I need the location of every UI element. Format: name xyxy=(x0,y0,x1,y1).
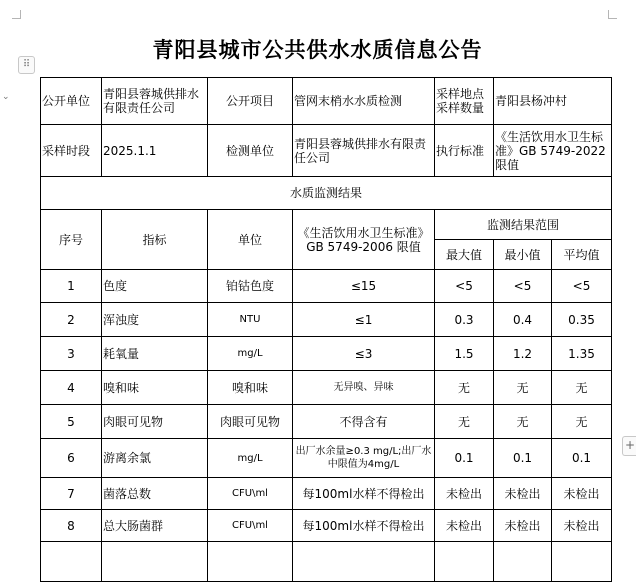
table-row xyxy=(41,478,612,510)
empty-cell xyxy=(552,542,612,582)
empty-cell xyxy=(102,542,208,582)
row-indicator: 浑浊度 xyxy=(102,303,208,337)
row-no: 8 xyxy=(41,510,102,542)
chevron-down-icon[interactable]: ⌄ xyxy=(2,92,10,102)
std-label: 执行标准 xyxy=(435,125,494,177)
row-max: 0.3 xyxy=(435,303,494,337)
row-min: 0.1 xyxy=(494,439,552,478)
row-avg: 未检出 xyxy=(552,510,612,542)
row-no: 1 xyxy=(41,270,102,303)
water-quality-table xyxy=(40,77,612,582)
add-column-icon[interactable]: + xyxy=(622,436,636,456)
header-row-1 xyxy=(41,78,612,125)
unit-label: 公开单位 xyxy=(41,78,102,125)
row-min: 无 xyxy=(494,371,552,405)
row-indicator: 嗅和味 xyxy=(102,371,208,405)
col-max: 最大值 xyxy=(435,240,494,270)
row-indicator: 肉眼可见物 xyxy=(102,405,208,439)
time-label: 采样时段 xyxy=(41,125,102,177)
table-row xyxy=(41,510,612,542)
row-avg: 1.35 xyxy=(552,337,612,371)
row-no: 5 xyxy=(41,405,102,439)
row-indicator: 色度 xyxy=(102,270,208,303)
row-avg: 0.35 xyxy=(552,303,612,337)
row-unit: mg/L xyxy=(208,439,293,478)
empty-cell xyxy=(494,542,552,582)
table-row xyxy=(41,405,612,439)
header-row-2 xyxy=(41,125,612,177)
dept-value: 青阳县蓉城供排水有限责任公司 xyxy=(293,125,435,177)
row-limit: ≤3 xyxy=(293,337,435,371)
row-unit: 铂钴色度 xyxy=(208,270,293,303)
row-min: 未检出 xyxy=(494,478,552,510)
std-value: 《生活饮用水卫生标准》GB 5749-2022 限值 xyxy=(494,125,612,177)
row-unit: 嗅和味 xyxy=(208,371,293,405)
row-no: 3 xyxy=(41,337,102,371)
row-unit: mg/L xyxy=(208,337,293,371)
table-row xyxy=(41,270,612,303)
row-indicator: 总大肠菌群 xyxy=(102,510,208,542)
empty-cell xyxy=(293,542,435,582)
table-row xyxy=(41,439,612,478)
row-max: 未检出 xyxy=(435,478,494,510)
empty-cell xyxy=(435,542,494,582)
row-min: <5 xyxy=(494,270,552,303)
row-avg: <5 xyxy=(552,270,612,303)
table-row xyxy=(41,303,612,337)
row-indicator: 游离余氯 xyxy=(102,439,208,478)
section-title: 水质监测结果 xyxy=(41,177,612,210)
row-no: 4 xyxy=(41,371,102,405)
row-limit: 无异嗅、异味 xyxy=(293,371,435,405)
unit-value: 青阳县蓉城供排水有限责任公司 xyxy=(102,78,208,125)
site-value: 青阳县杨冲村 xyxy=(494,78,612,125)
row-avg: 0.1 xyxy=(552,439,612,478)
row-limit: 每100ml水样不得检出 xyxy=(293,510,435,542)
row-max: 1.5 xyxy=(435,337,494,371)
row-avg: 未检出 xyxy=(552,478,612,510)
row-max: 无 xyxy=(435,371,494,405)
row-limit: 出厂水余量≥0.3 mg/L;出厂水中限值为4mg/L xyxy=(293,439,435,478)
row-limit: ≤15 xyxy=(293,270,435,303)
section-row xyxy=(41,177,612,210)
col-indicator: 指标 xyxy=(102,210,208,270)
row-limit: ≤1 xyxy=(293,303,435,337)
page-corner-mark xyxy=(608,10,617,19)
site-label: 采样地点采样数量 xyxy=(435,78,494,125)
page-corner-mark xyxy=(12,10,21,19)
row-min: 0.4 xyxy=(494,303,552,337)
col-limit: 《生活饮用水卫生标准》GB 5749-2006 限值 xyxy=(293,210,435,270)
row-min: 无 xyxy=(494,405,552,439)
table-move-handle-icon[interactable]: ⠿ xyxy=(18,56,35,74)
row-indicator: 耗氧量 xyxy=(102,337,208,371)
table-row-empty xyxy=(41,542,612,582)
row-no: 7 xyxy=(41,478,102,510)
col-no: 序号 xyxy=(41,210,102,270)
col-unit: 单位 xyxy=(208,210,293,270)
row-max: <5 xyxy=(435,270,494,303)
row-max: 无 xyxy=(435,405,494,439)
row-limit: 每100ml水样不得检出 xyxy=(293,478,435,510)
column-header-row xyxy=(41,210,612,240)
dept-label: 检测单位 xyxy=(208,125,293,177)
row-avg: 无 xyxy=(552,371,612,405)
row-limit: 不得含有 xyxy=(293,405,435,439)
row-indicator: 菌落总数 xyxy=(102,478,208,510)
table-row xyxy=(41,371,612,405)
row-min: 未检出 xyxy=(494,510,552,542)
item-label: 公开项目 xyxy=(208,78,293,125)
col-min: 最小值 xyxy=(494,240,552,270)
row-unit: 肉眼可见物 xyxy=(208,405,293,439)
col-avg: 平均值 xyxy=(552,240,612,270)
row-unit: CFU\ml xyxy=(208,510,293,542)
row-max: 未检出 xyxy=(435,510,494,542)
empty-cell xyxy=(41,542,102,582)
row-no: 2 xyxy=(41,303,102,337)
row-no: 6 xyxy=(41,439,102,478)
page-title: 青阳县城市公共供水水质信息公告 xyxy=(152,38,483,62)
item-value: 管网末梢水水质检测 xyxy=(293,78,435,125)
col-range: 监测结果范围 xyxy=(435,210,612,240)
row-unit: NTU xyxy=(208,303,293,337)
table-row xyxy=(41,337,612,371)
empty-cell xyxy=(208,542,293,582)
time-value: 2025.1.1 xyxy=(102,125,208,177)
row-unit: CFU\ml xyxy=(208,478,293,510)
row-avg: 无 xyxy=(552,405,612,439)
row-min: 1.2 xyxy=(494,337,552,371)
row-max: 0.1 xyxy=(435,439,494,478)
